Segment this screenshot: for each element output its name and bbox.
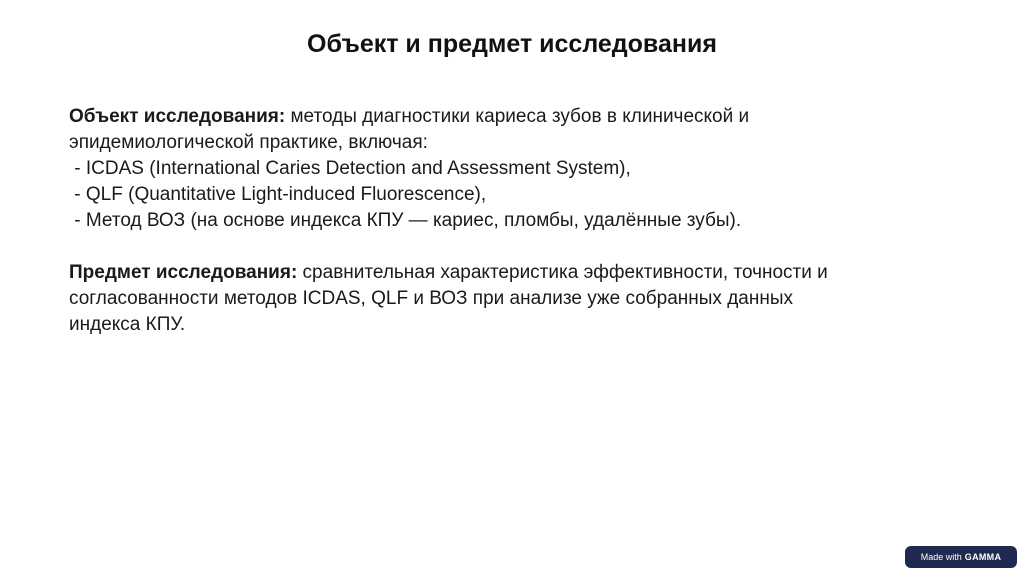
- subject-text-1: сравнительная характеристика эффективности, точности и: [297, 262, 828, 283]
- object-item-icdas: - ICDAS (International Caries Detection and Assessment System),: [69, 158, 631, 179]
- badge-prefix: Made with: [920, 552, 962, 562]
- made-with-gamma-badge[interactable]: [905, 546, 1017, 568]
- subject-paragraph: [69, 260, 949, 338]
- object-item-qlf: - QLF (Quantitative Light-induced Fluorescence),: [69, 184, 487, 205]
- slide-body: [69, 104, 949, 338]
- object-text-1: методы диагностики кариеса зубов в клинической и: [285, 106, 750, 127]
- object-item-who: - Метод ВОЗ (на основе индекса КПУ — кариес, пломбы, удалённые зубы).: [69, 210, 742, 231]
- gamma-logo: GAMMA: [964, 552, 1002, 562]
- object-line-1: [69, 104, 949, 130]
- subject-line-1: [69, 260, 949, 286]
- subject-label: Предмет исследования:: [69, 262, 298, 283]
- subject-text-3: индекса КПУ.: [69, 314, 186, 335]
- slide-title: Объект и предмет исследования: [307, 30, 717, 58]
- object-label: Объект исследования:: [69, 106, 286, 127]
- object-paragraph: [69, 104, 949, 234]
- subject-text-2: согласованности методов ICDAS, QLF и ВОЗ при анализе уже собранных данных: [69, 288, 794, 309]
- object-text-2: эпидемиологической практике, включая:: [69, 132, 428, 153]
